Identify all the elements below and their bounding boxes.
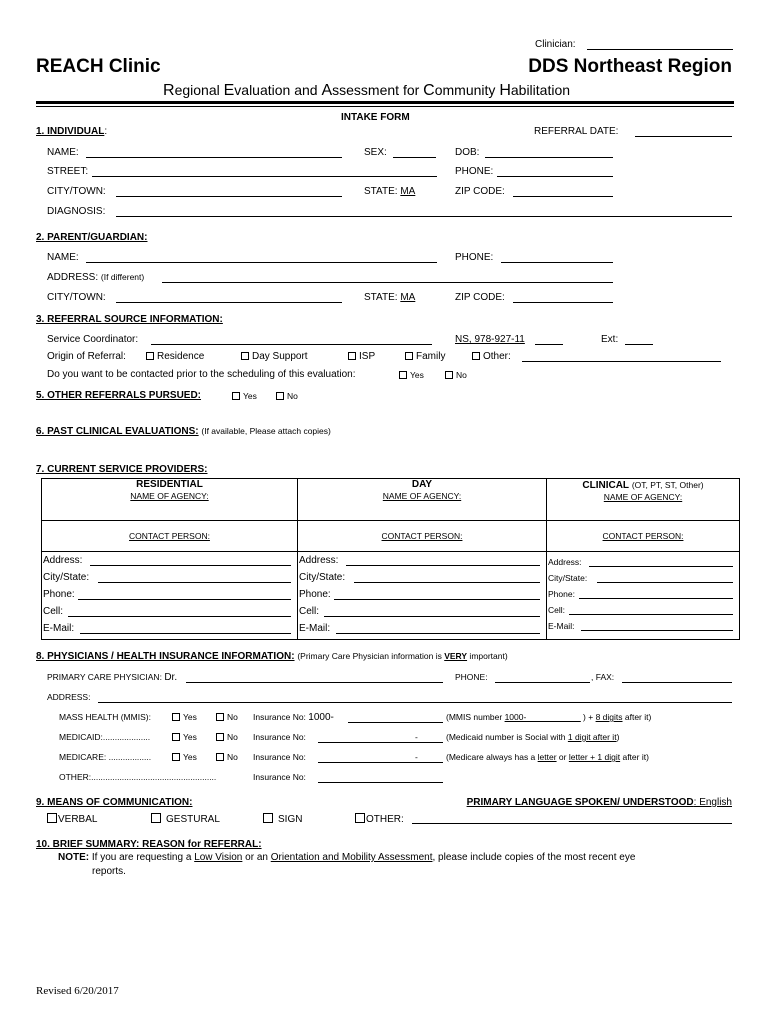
- checkbox-icon[interactable]: [172, 733, 180, 741]
- ns-phone: NS, 978-927-11: [455, 334, 525, 345]
- mass-health-ins-label: Insurance No: 1000-: [253, 712, 334, 723]
- medicaid-ins-field[interactable]: [318, 742, 443, 743]
- header-rule-thick: [36, 101, 734, 104]
- form-title: INTAKE FORM: [341, 112, 410, 123]
- clin-email-field[interactable]: [581, 630, 733, 631]
- section-10-note-cont: reports.: [92, 866, 126, 877]
- section-2-heading: 2. PARENT/GUARDIAN:: [36, 232, 148, 243]
- mass-health-no[interactable]: No: [216, 712, 238, 722]
- contact-no[interactable]: No: [445, 370, 467, 380]
- checkbox-icon[interactable]: [348, 352, 356, 360]
- referral-date-label: REFERRAL DATE:: [534, 126, 619, 137]
- ext-field[interactable]: [625, 344, 653, 345]
- other-referrals-no[interactable]: No: [276, 391, 298, 401]
- comm-gestural[interactable]: GESTURAL: [151, 813, 220, 825]
- clinician-field[interactable]: [587, 49, 733, 50]
- clin-cell-field[interactable]: [569, 614, 733, 615]
- guardian-name-label: NAME:: [47, 252, 79, 263]
- residential-details: Address: City/State: Phone: Cell: E-Mail:: [42, 552, 298, 640]
- mass-health-label: MASS HEALTH (MMIS):: [59, 712, 151, 722]
- day-city-field[interactable]: [354, 582, 540, 583]
- checkbox-icon[interactable]: [146, 352, 154, 360]
- pcp-label: PRIMARY CARE PHYSICIAN: Dr.: [47, 672, 178, 683]
- medicare-ins-field[interactable]: [318, 762, 443, 763]
- guardian-zip-label: ZIP CODE:: [455, 292, 505, 303]
- pcp-address-field[interactable]: [98, 702, 732, 703]
- other-referrals-yes[interactable]: Yes: [232, 391, 257, 401]
- dob-field[interactable]: [485, 157, 613, 158]
- checkbox-icon[interactable]: [47, 813, 57, 823]
- checkbox-icon[interactable]: [151, 813, 161, 823]
- residential-contact[interactable]: CONTACT PERSON:: [42, 521, 298, 552]
- revision-date: Revised 6/20/2017: [36, 985, 119, 997]
- day-email-field[interactable]: [336, 633, 540, 634]
- primary-language: PRIMARY LANGUAGE SPOKEN/ UNDERSTOOD: English: [466, 797, 732, 808]
- diagnosis-field[interactable]: [116, 216, 732, 217]
- res-address-field[interactable]: [90, 565, 291, 566]
- pcp-phone-label: PHONE:: [455, 672, 488, 682]
- checkbox-icon[interactable]: [263, 813, 273, 823]
- origin-day-support[interactable]: Day Support: [241, 351, 308, 362]
- checkbox-icon[interactable]: [399, 371, 407, 379]
- contact-question: Do you want to be contacted prior to the scheduling of this evaluation:: [47, 369, 356, 380]
- comm-other[interactable]: OTHER:: [355, 813, 404, 825]
- medicare-dash: -: [415, 752, 418, 762]
- day-col-header: DAY NAME OF AGENCY:: [298, 479, 547, 521]
- zip-field[interactable]: [513, 196, 613, 197]
- diagnosis-label: DIAGNOSIS:: [47, 206, 106, 217]
- pcp-fax-label: , FAX:: [591, 672, 615, 682]
- clinician-label: Clinician:: [535, 39, 576, 50]
- medicare-label: MEDICARE: ..................: [59, 752, 152, 762]
- res-cell-field[interactable]: [68, 616, 291, 617]
- comm-verbal[interactable]: VERBAL: [47, 813, 97, 825]
- dob-label: DOB:: [455, 147, 480, 158]
- clin-address-field[interactable]: [589, 566, 733, 567]
- checkbox-icon[interactable]: [276, 392, 284, 400]
- section-9-heading: 9. MEANS OF COMMUNICATION:: [36, 797, 193, 808]
- pcp-phone-field[interactable]: [495, 682, 590, 683]
- checkbox-icon[interactable]: [445, 371, 453, 379]
- sex-field[interactable]: [393, 157, 436, 158]
- pcp-field[interactable]: [186, 682, 443, 683]
- mass-health-yes[interactable]: Yes: [172, 712, 197, 722]
- guardian-phone-label: PHONE:: [455, 252, 494, 263]
- medicaid-no[interactable]: No: [216, 732, 238, 742]
- checkbox-icon[interactable]: [472, 352, 480, 360]
- referral-date-field[interactable]: [635, 136, 732, 137]
- origin-other[interactable]: Other:: [472, 351, 511, 362]
- checkbox-icon[interactable]: [355, 813, 365, 823]
- clinical-col-header: CLINICAL (OT, PT, ST, Other) NAME OF AGENCY:: [547, 479, 740, 521]
- clinical-contact[interactable]: CONTACT PERSON:: [547, 521, 740, 552]
- individual-name-field[interactable]: [86, 157, 342, 158]
- section-8-heading: 8. PHYSICIANS / HEALTH INSURANCE INFORMATION: (Primary Care Physician information is VERY important): [36, 651, 508, 662]
- city-label: CITY/TOWN:: [47, 186, 106, 197]
- mass-health-ins-field[interactable]: [348, 722, 443, 723]
- medicaid-note: (Medicaid number is Social with 1 digit after it): [446, 732, 620, 742]
- checkbox-icon[interactable]: [241, 352, 249, 360]
- clinic-name: REACH Clinic: [36, 56, 161, 77]
- street-label: STREET:: [47, 166, 89, 177]
- checkbox-icon[interactable]: [172, 753, 180, 761]
- section-6-heading: 6. PAST CLINICAL EVALUATIONS: (If available, Please attach copies): [36, 426, 331, 437]
- section-10-note: NOTE: If you are requesting a Low Vision or an Orientation and Mobility Assessment, please include copies of the most recent eye: [58, 852, 636, 863]
- guardian-state-label: STATE: MA: [364, 292, 416, 303]
- service-providers-table: [41, 478, 740, 640]
- clin-phone-field[interactable]: [579, 598, 733, 599]
- clin-city-field[interactable]: [597, 582, 733, 583]
- origin-label: Origin of Referral:: [47, 351, 126, 362]
- clinical-details: Address: City/State: Phone: Cell: E-Mail:: [547, 552, 740, 640]
- origin-residence[interactable]: Residence: [146, 351, 204, 362]
- section-3-heading: 3. REFERRAL SOURCE INFORMATION:: [36, 314, 223, 325]
- day-cell-field[interactable]: [324, 616, 540, 617]
- res-city-field[interactable]: [98, 582, 291, 583]
- medicaid-yes[interactable]: Yes: [172, 732, 197, 742]
- guardian-address-field[interactable]: [162, 282, 613, 283]
- comm-other-field[interactable]: [412, 823, 732, 824]
- checkbox-icon[interactable]: [405, 352, 413, 360]
- checkbox-icon[interactable]: [216, 713, 224, 721]
- pcp-fax-field[interactable]: [622, 682, 732, 683]
- other-ins-label: Insurance No:: [253, 772, 306, 782]
- guardian-city-label: CITY/TOWN:: [47, 292, 106, 303]
- medicaid-dash: -: [415, 732, 418, 742]
- city-field[interactable]: [116, 196, 342, 197]
- medicare-ins-label: Insurance No:: [253, 752, 306, 762]
- individual-phone-field[interactable]: [497, 176, 613, 177]
- zip-label: ZIP CODE:: [455, 186, 505, 197]
- ns-phone-field[interactable]: [535, 344, 563, 345]
- region-name: DDS Northeast Region: [528, 56, 732, 77]
- header-rule-thin: [36, 106, 734, 107]
- other-ins-field[interactable]: [318, 782, 443, 783]
- section-7-heading: 7. CURRENT SERVICE PROVIDERS:: [36, 464, 208, 475]
- checkbox-icon[interactable]: [216, 733, 224, 741]
- service-coordinator-label: Service Coordinator:: [47, 334, 139, 345]
- checkbox-icon[interactable]: [232, 392, 240, 400]
- medicare-yes[interactable]: Yes: [172, 752, 197, 762]
- res-email-field[interactable]: [80, 633, 291, 634]
- day-details: Address: City/State: Phone: Cell: E-Mail:: [298, 552, 547, 640]
- comm-sign[interactable]: SIGN: [263, 813, 302, 825]
- section-5-heading: 5. OTHER REFERRALS PURSUED:: [36, 390, 202, 401]
- state-label: STATE: MA: [364, 186, 416, 197]
- guardian-name-field[interactable]: [86, 262, 437, 263]
- form-subtitle: Regional Evaluation and Assessment for Community Habilitation: [163, 82, 571, 99]
- medicaid-label: MEDICAID:....................: [59, 732, 151, 742]
- guardian-phone-field[interactable]: [501, 262, 613, 263]
- residential-col-header: RESIDENTIAL NAME OF AGENCY:: [42, 479, 298, 521]
- street-field[interactable]: [92, 176, 437, 177]
- guardian-zip-field[interactable]: [513, 302, 613, 303]
- ext-label: Ext:: [601, 334, 619, 345]
- origin-other-field[interactable]: [522, 361, 721, 362]
- checkbox-icon[interactable]: [172, 713, 180, 721]
- section-1-heading: 1. INDIVIDUAL:: [36, 126, 108, 137]
- other-insurance-label: OTHER:.....................................................: [59, 772, 217, 782]
- medicare-no[interactable]: No: [216, 752, 238, 762]
- medicare-note: (Medicare always has a letter or letter + 1 digit after it): [446, 752, 649, 762]
- individual-name-label: NAME:: [47, 147, 79, 158]
- checkbox-icon[interactable]: [216, 753, 224, 761]
- origin-isp[interactable]: ISP: [348, 351, 375, 362]
- pcp-address-label: ADDRESS:: [47, 692, 91, 702]
- guardian-address-label: ADDRESS: (If different): [47, 272, 145, 283]
- sex-label: SEX:: [364, 147, 387, 158]
- res-phone-field[interactable]: [78, 599, 291, 600]
- day-contact[interactable]: CONTACT PERSON:: [298, 521, 547, 552]
- individual-phone-label: PHONE:: [455, 166, 494, 177]
- guardian-city-field[interactable]: [116, 302, 342, 303]
- medicaid-ins-label: Insurance No:: [253, 732, 306, 742]
- origin-family[interactable]: Family: [405, 351, 445, 362]
- mass-health-note: (MMIS number 1000-_ _ _ _ _ _ _ _ ) + 8 digits after it): [446, 712, 652, 722]
- service-coordinator-field[interactable]: [151, 344, 432, 345]
- contact-yes[interactable]: Yes: [399, 370, 424, 380]
- day-phone-field[interactable]: [334, 599, 540, 600]
- day-address-field[interactable]: [346, 565, 540, 566]
- section-10-heading: 10. BRIEF SUMMARY: REASON for REFERRAL:: [36, 839, 262, 850]
